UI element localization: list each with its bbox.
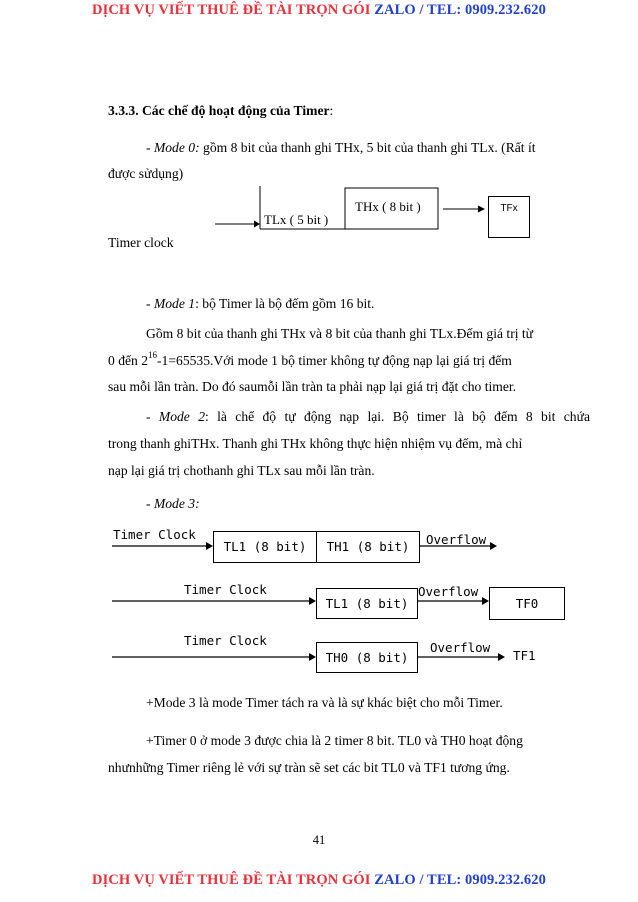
tl1-row2-register-box — [316, 588, 418, 619]
row2-overflow-label: Overflow — [418, 584, 479, 599]
tf0-flag-box — [489, 587, 565, 620]
mode2-dash: - — [146, 409, 159, 424]
mode2-line3: nạp lại giá trị chothanh ghi TLx sau mỗi lần tràn. — [108, 463, 375, 478]
footer-contact-text: ZALO / TEL: 0909.232.620 — [374, 872, 546, 888]
footer-banner — [0, 872, 638, 889]
tl1-row2-register-label: TL1 (8 bit) — [325, 596, 409, 611]
mode0-line2: được sửdụng) — [108, 166, 184, 181]
mode0-line1: - Mode 0: gồm 8 bit của thanh ghi THx, 5 bit của thanh ghi TLx. (Rất ít — [146, 140, 536, 155]
mode1-label: Mode 1 — [153, 296, 196, 311]
row3-overflow-label: Overflow — [430, 640, 491, 655]
row2-timer-clock-label: Timer Clock — [184, 582, 267, 597]
row2-clock-arrowhead — [309, 597, 316, 605]
mode1-dash: - — [146, 296, 154, 311]
mode0-label: Mode 0: — [153, 140, 200, 155]
th0-register-label: TH0 (8 bit) — [325, 650, 409, 665]
mode1-range-start: 0 đến 2 — [108, 353, 149, 368]
note-mode3: +Mode 3 là mode Timer tách ra và là sự khác biệt cho mỗi Timer. — [146, 695, 503, 710]
mode2-line2: trong thanh ghiTHx. Thanh ghi THx không thực hiện nhiệm vụ đếm, mà chỉ — [108, 436, 523, 451]
page-number: 41 — [312, 833, 326, 847]
mode1-exponent: 16 — [148, 350, 158, 360]
mode1-paragraph-line3: sau mỗi lần tràn. Do đó saumỗi lần tràn ta phải nạp lại giá trị đặt cho timer. — [108, 379, 517, 394]
row2-overflow-arrowhead — [482, 597, 489, 605]
row3-clock-arrowhead — [309, 653, 316, 661]
section-heading-colon: : — [329, 103, 334, 118]
tf1-flag-label: TF1 — [513, 648, 536, 663]
mode1-paragraph-line1: Gồm 8 bit của thanh ghi THx và 8 bit của thanh ghi TLx.Đếm giá trị từ — [146, 326, 534, 341]
row1-timer-clock-label: Timer Clock — [113, 527, 196, 542]
thx-label: THx ( 8 bit ) — [355, 199, 421, 214]
note-timer0-line2: nhưnhững Timer riêng lẻ với sự tràn sẽ set các bit TL0 và TF1 tương ứng. — [108, 760, 510, 775]
tl1-register-box — [213, 531, 317, 563]
row1-overflow-label: Overflow — [426, 532, 487, 547]
tfx-flag-box: TFx — [488, 196, 530, 238]
th1-register-label: TH1 (8 bit) — [326, 539, 410, 554]
row1-clock-arrowhead — [206, 542, 213, 550]
th0-register-box — [316, 642, 418, 673]
mode2-label: Mode 2 — [158, 409, 205, 424]
th1-register-box — [316, 531, 420, 563]
footer-service-text: DỊCH VỤ VIẾT THUÊ ĐỀ TÀI TRỌN GÓI — [92, 872, 371, 888]
mode1-range-rest: -1=65535.Với mode 1 bộ timer không tự động nạp lại giá trị đếm — [157, 353, 512, 368]
note-timer0-line1: +Timer 0 ở mode 3 được chia là 2 timer 8 bit. TL0 và TH0 hoạt động — [146, 733, 523, 748]
banner-service-text: DỊCH VỤ VIẾT THUÊ ĐỀ TÀI TRỌN GÓI — [92, 2, 371, 18]
row1-overflow-arrowhead — [490, 542, 497, 550]
banner-contact-text: ZALO / TEL: 0909.232.620 — [374, 2, 546, 18]
mode3-dash: - — [146, 496, 154, 511]
section-heading-text: 3.3.3. Các chế độ hoạt động của Timer — [108, 103, 330, 118]
mode2-text: : là chế độ tự động nạp lại. Bộ timer là bộ đếm 8 bit chứa — [205, 409, 590, 424]
row3-overflow-arrowhead — [498, 653, 505, 661]
tl1-register-label: TL1 (8 bit) — [223, 539, 307, 554]
timer-clock-label: Timer clock — [108, 235, 174, 250]
mode1-text: : bộ Timer là bộ đếm gồm 16 bit. — [195, 296, 375, 311]
tlx-label: TLx ( 5 bit ) — [264, 212, 329, 227]
tf0-flag-label: TF0 — [515, 596, 539, 611]
mode0-text: gồm 8 bit của thanh ghi THx, 5 bit của thanh ghi TLx. (Rất ít — [199, 140, 536, 155]
mode3-label: Mode 3: — [153, 496, 200, 511]
row3-timer-clock-label: Timer Clock — [184, 633, 267, 648]
